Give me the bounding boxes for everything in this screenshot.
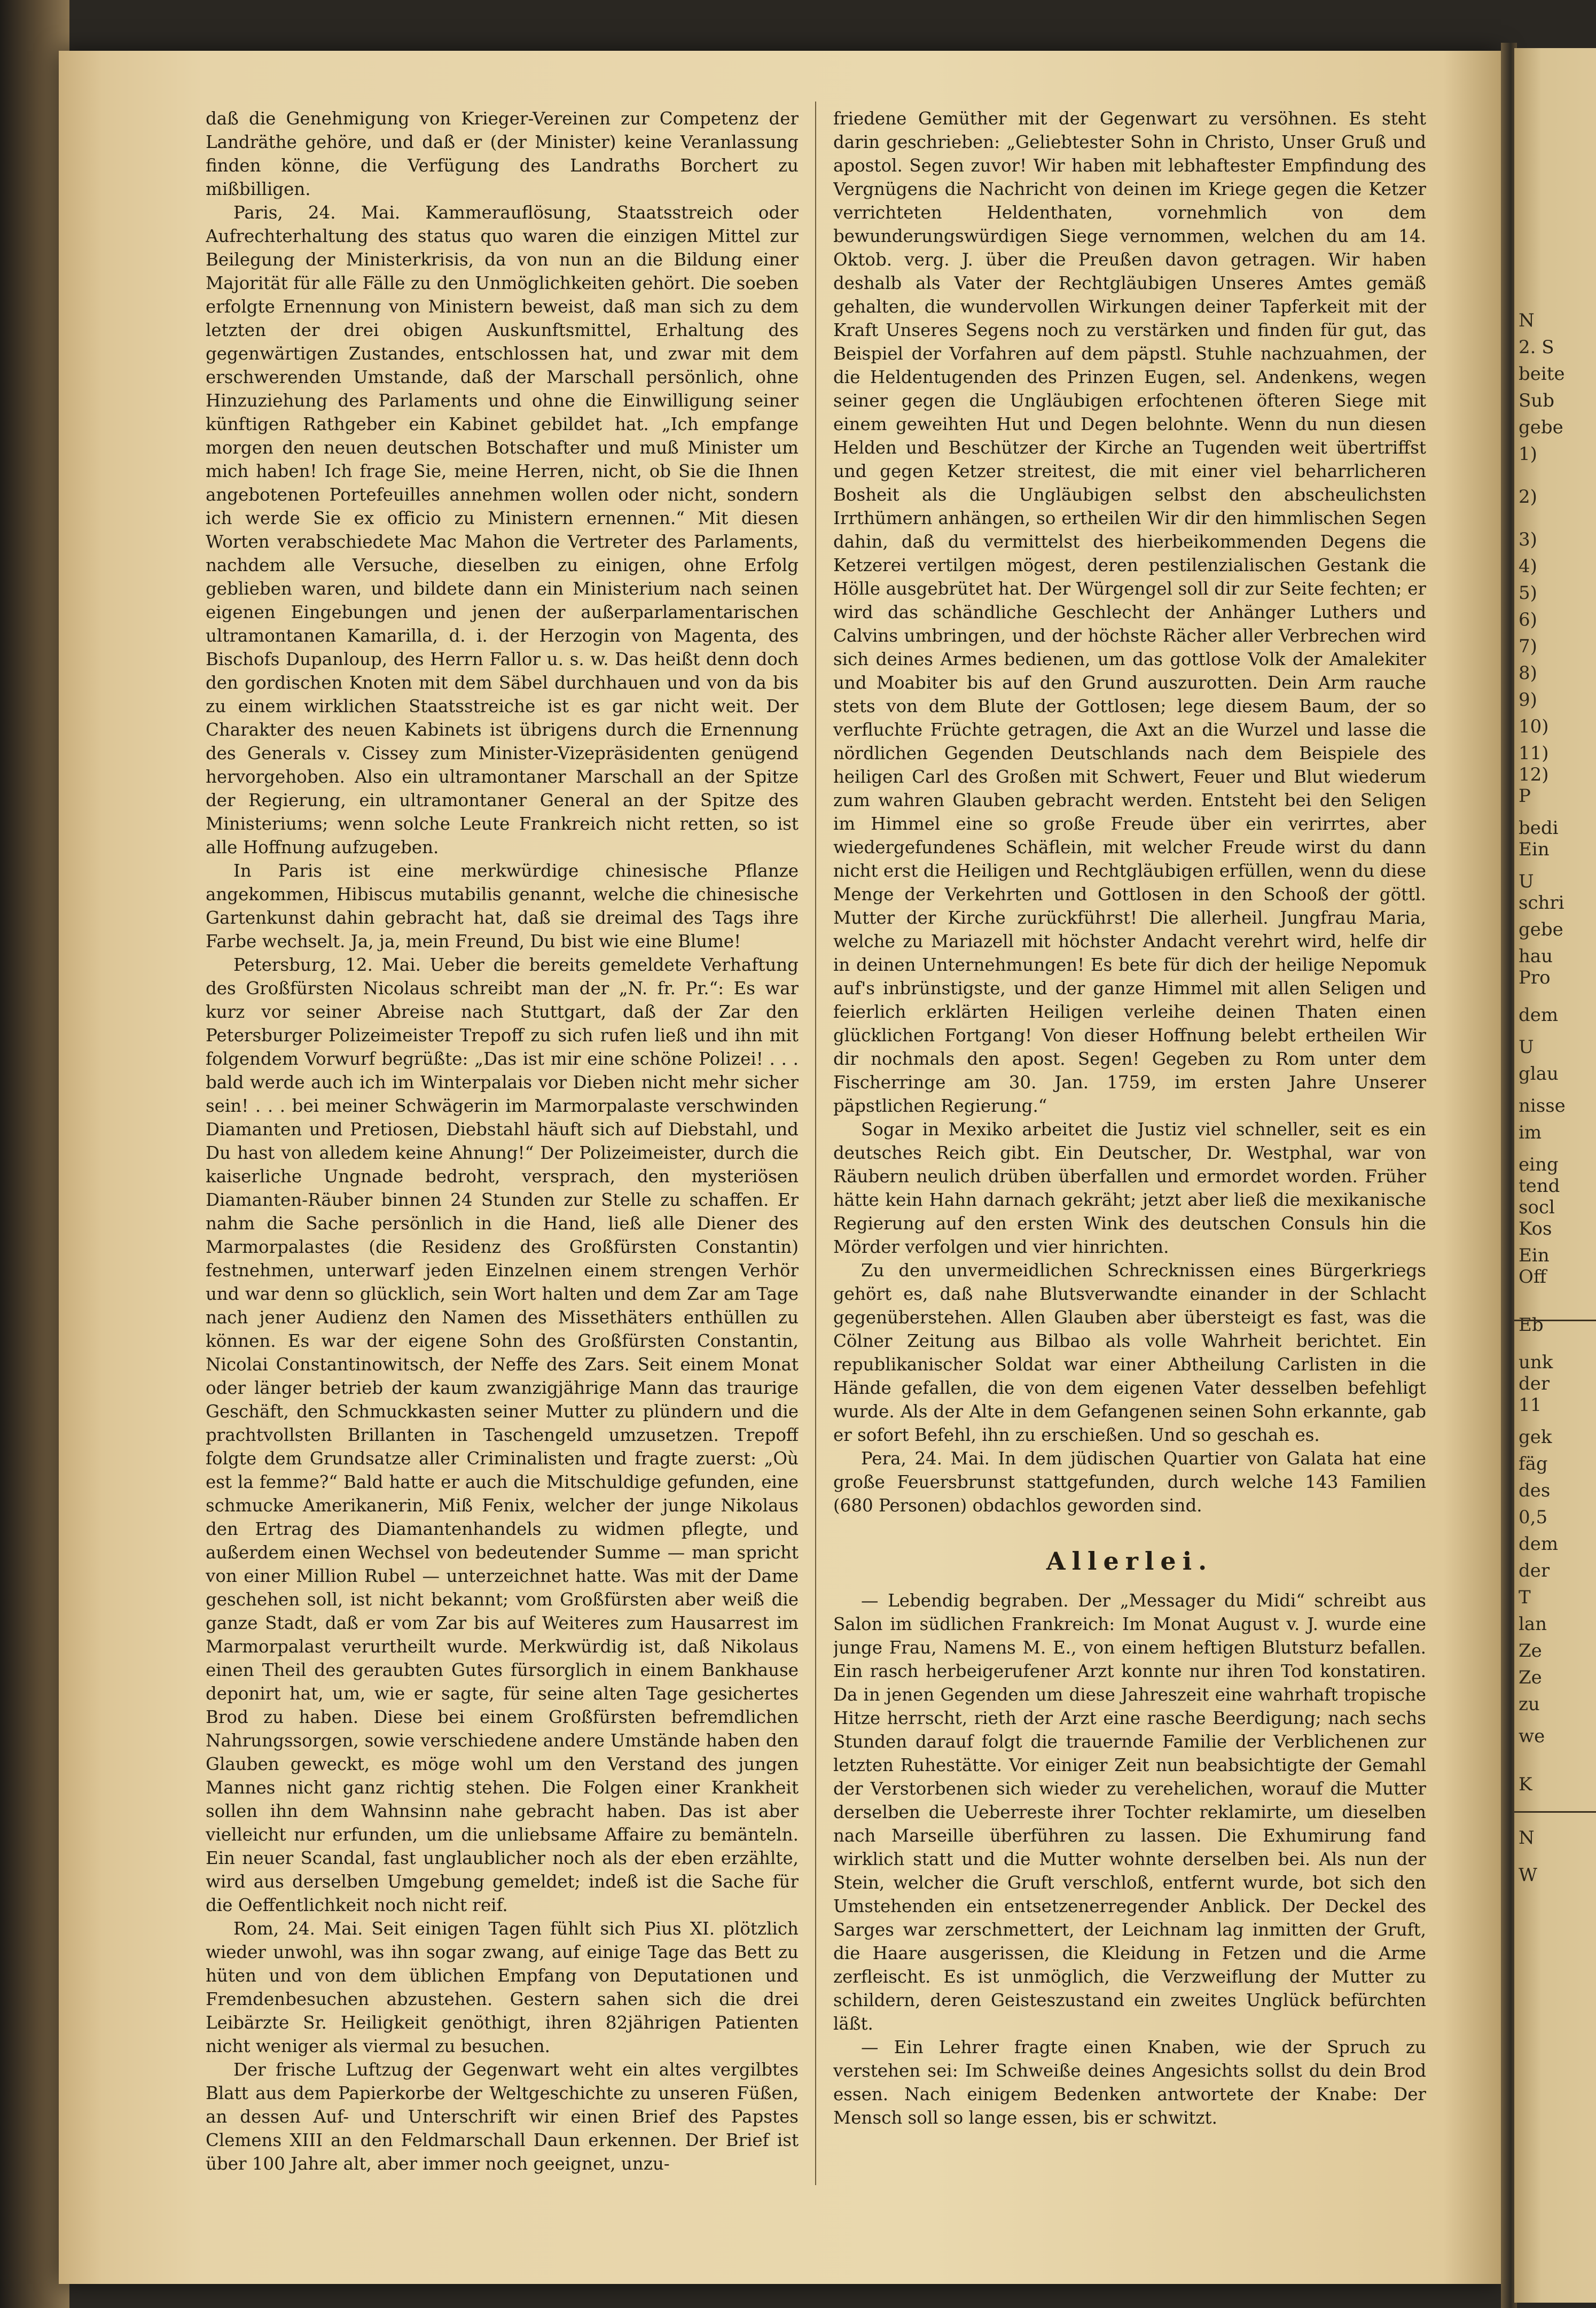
section-heading: Allerlei. [1046,1547,1214,1576]
adjacent-page-fragment: im [1519,1122,1542,1143]
adjacent-page-fragment: dem [1519,1533,1559,1555]
adjacent-page-fragment: eing [1519,1154,1559,1175]
article-paragraph: Zu den unvermeidlichen Schrecknissen eines Bürgerkriegs gehört es, daß nahe Blutsverwandte einander in der Schlacht gegenüberstehen. Allen Glauben aber übersteigt es fast, was die Cölner Zeitung aus Bilbao als volle Wahrheit berichtet. Ein republikanischer Soldat war einer Abtheilung Carlisten in die Hände gefallen, die von dem eigenen Vater desselben befehligt wurde. Als der Alte in dem Gefangenen seinen Sohn erkannte, gab er sofort Befehl, ihn zu erschießen. Und so geschah es. [833,1260,1426,1445]
adjacent-page-fragment: hau [1519,946,1553,967]
adjacent-page-fragment: fäg [1519,1453,1548,1475]
adjacent-page-fragment: 11 [1519,1394,1542,1416]
adjacent-page-fragment: Ze [1519,1667,1542,1688]
adjacent-page-fragment: Off [1519,1266,1547,1288]
adjacent-page-fragment: U [1519,1036,1534,1058]
adjacent-page-fragment: Pro [1519,967,1551,988]
adjacent-page-fragment: dem [1519,1004,1559,1026]
adjacent-page-fragment: 8) [1519,662,1537,684]
article-paragraph: Petersburg, 12. Mai. Ueber die bereits gemeldete Verhaftung des Großfürsten Nicolaus schreibt man der „N. fr. Pr.“: Es war kurz vor seiner Abreise nach Stuttgart, daß der Zar den Petersburger Polizeimeister Trepoff zu sich rufen ließ und ihn mit folgendem Vorwurf begrüßte: „Das ist mir eine schöne Polizei! . . . bald werde auch ich im Winterpalais vor Dieben nicht mehr sicher sein! . . . bei meiner Schwägerin im Marmorpalaste verschwinden Diamanten und Pretiosen, Diebstahl häuft sich auf Diebstahl, und Du hast von alledem keine Ahnung!“ Der Polizeimeister, durch die kaiserliche Ungnade bedroht, versprach, den mysteriösen Diamanten-Räuber binnen 24 Stunden zur Stelle zu schaffen. Er nahm die Sache persönlich in die Hand, ließ alle Diener des Marmorpalastes (die Residenz des Großfürsten Constantin) festnehmen, unterwarf jeden Einzelnen einem strengen Verhör und war denn so glücklich, sein Wort halten und dem Zar am Tage nach jener Audienz den Namen des Missethäters enthüllen zu können. Es war der eigene Sohn des Großfürsten Constantin, Nicolai Constantinowitsch, der Neffe des Zars. Seit einem Monat oder länger betrieb der kaum zwanzigjährige Mann das traurige Geschäft, den Schmuckkasten seiner Mutter zu plündern und die prachtvollsten Brillanten in Taschengeld umzusetzen. Trepoff folgte dem Grundsatze aller Criminalisten und fragte zuerst: „Où est la femme?“ Bald hatte er auch die Mitschuldige gefunden, eine schmucke Amerikanerin, Miß Fenix, welcher der junge Nikolaus den Ertrag des Diamantenhandels zu widmen pflegte, und außerdem einen Wechsel von bedeutender Summe — man spricht von einer Million Rubel — unterzeichnet hatte. Was mit der Dame geschehen soll, ist nicht bekannt; vom Großfürsten aber weiß die ganze Stadt, daß er vom Zar bis auf Weiteres zum Hausarrest im Marmorpalast verurtheilt wurde. Merkwürdig ist, daß Nikolaus einen Theil des geraubten Gutes fürsorglich in einem Bankhause deponirt hat, um, wie er sagte, für seine alten Tage gesichertes Brod zu haben. Diese bei einem Großfürsten befremdlichen Nahrungssorgen, sowie verschiedene andere Umstände haben den Glauben geweckt, es möge wohl um den Verstand des jungen Mannes nicht ganz richtig stehen. Die Folgen einer Krankheit sollen ihn dem Wahnsinn nahe gebracht haben. Das ist aber vielleicht nur erfunden, um die unliebsame Affaire zu bemänteln. Ein neuer Scandal, fast unglaublicher noch als der eben erzählte, wird aus derselben Umgebung gemeldet; indeß ist die Sache für die Oeffentlichkeit noch nicht reif. [206,955,799,1915]
adjacent-page-fragment: gebe [1519,417,1563,438]
article-paragraph: In Paris ist eine merkwürdige chinesische Pflanze angekommen, Hibiscus mutabilis genannt, welche die chinesische Gartenkunst dahin gebracht hat, daß sie dreimal des Tags ihre Farbe wechselt. Ja, ja, mein Freund, Du bist wie eine Blume! [206,861,799,952]
article-paragraph: Sogar in Mexiko arbeitet die Justiz viel schneller, seit es ein deutsches Reich gibt. Ein Deutscher, Dr. Westphal, war von Räubern neulich drüben überfallen und ermordet worden. Früher hätte kein Hahn darnach gekräht; jetzt aber ließ die mexikanische Regierung auf den ersten Wink des deutschen Consuls hin die Mörder verfolgen und vier hinrichten. [833,1119,1426,1257]
column-divider [815,102,816,2185]
adjacent-page-fragment: socl [1519,1197,1555,1218]
adjacent-page-fragment: schri [1519,892,1564,914]
article-paragraph: daß die Genehmigung von Krieger-Vereinen zur Competenz der Landräthe gehöre, und daß er (der Minister) keine Veranlassung finden könne, die Verfügung des Landraths Borchert zu mißbilligen. [206,108,799,199]
adjacent-page-fragment: Eb [1519,1314,1544,1336]
adjacent-page-fragment: nisse [1519,1095,1566,1117]
adjacent-page-fragment: Ein [1519,1245,1550,1266]
adjacent-page-fragment: T [1519,1587,1531,1608]
adjacent-page-edge [1514,48,1596,2303]
adjacent-page-fragment: gebe [1519,919,1563,940]
adjacent-page-fragment: Ein [1519,839,1550,860]
adjacent-page-fragment: P [1519,785,1531,807]
adjacent-page-fragment: Sub [1519,390,1554,411]
adjacent-page-fragment: 7) [1519,636,1537,657]
adjacent-page-fragment: des [1519,1480,1551,1501]
adjacent-page-fragment: beite [1519,363,1565,385]
adjacent-page-fragment: 5) [1519,582,1537,604]
adjacent-page-fragment: W [1519,1865,1537,1886]
article-paragraph: — Ein Lehrer fragte einen Knaben, wie der Spruch zu verstehen sei: Im Schweiße deines Angesichts sollst du dein Brod essen. Nach einigem Bedenken antwortete der Knabe: Der Mensch soll so lange essen, bis er schwitzt. [833,2037,1426,2128]
adjacent-page-fragment: 6) [1519,609,1537,630]
adjacent-page-fragment: lan [1519,1613,1547,1635]
adjacent-page-fragment: zu [1519,1694,1540,1715]
adjacent-page-fragment: 0,5 [1519,1507,1548,1528]
adjacent-page-fragment: 11) [1519,743,1549,764]
left-column [206,107,799,2190]
article-paragraph: Der frische Luftzug der Gegenwart weht ein altes vergilbtes Blatt aus dem Papierkorbe der Weltgeschichte zu unseren Füßen, an dessen Auf- und Unterschrift wir einen Brief des Papstes Clemens XIII an den Feldmarschall Daun erkennen. Der Brief ist über 100 Jahre alt, aber immer noch geeignet, unzu- [206,2060,799,2174]
adjacent-page-rule [1514,1320,1596,1321]
adjacent-page-fragment: glau [1519,1063,1559,1085]
article-paragraph: Paris, 24. Mai. Kammerauflösung, Staatsstreich oder Aufrechterhaltung des status quo waren die einzigen Mittel zur Beilegung der Ministerkrisis, da von nun an die Bildung einer Majorität für alle Fälle zu den Unmöglichkeiten gehört. Die soeben erfolgte Ernennung von Ministern beweist, daß man sich zu dem letzten der drei obigen Auskunftsmittel, Erhaltung des gegenwärtigen Zustandes, entschlossen hat, und zwar mit dem erschwerenden Umstande, daß der Marschall persönlich, ohne Hinzuziehung des Parlaments und ohne die Einwilligung seiner künftigen Rathgeber ein Kabinet gebildet hat. „Ich empfange morgen den neuen deutschen Botschafter und muß Minister um mich haben! Ich frage Sie, meine Herren, nicht, ob Sie die Ihnen angebotenen Portefeuilles annehmen wollen oder nicht, sondern ich werde Sie ex officio zu Ministern ernennen.“ Mit diesen Worten verabschiedete Mac Mahon die Vertreter des Parlaments, nachdem alle Versuche, dieselben zu einigen, ohne Erfolg geblieben waren, und bildete dann ein Ministerium nach seinen eigenen Eingebungen und jenen der außerparlamentarischen ultramontanen Kamarilla, d. i. der Herzogin von Magenta, des Bischofs Dupanloup, des Herrn Fallor u. s. w. Das heißt denn doch den gordischen Knoten mit dem Säbel durchhauen und von da bis zu einem wirklichen Staatsstreiche ist es gar nicht weit. Der Charakter des neuen Kabinets ist übrigens durch die Ernennung des Generals v. Cissey zum Minister-Vizepräsidenten genügend hervorgehoben. Also ein ultramontaner Marschall an der Spitze der Regierung, ein ultramontaner General an der Spitze des Ministeriums; wenn solche Leute Frankreich nicht retten, so ist alle Hoffnung aufzugeben. [206,202,799,857]
adjacent-page-fragment: gek [1519,1426,1552,1448]
adjacent-page-fragment: 2) [1519,486,1537,508]
article-paragraph: Rom, 24. Mai. Seit einigen Tagen fühlt sich Pius XI. plötzlich wieder unwohl, was ihn sogar zwang, auf einige Tage das Bett zu hüten und von dem üblichen Empfang von Deputationen und Fremdenbesuchen abzustehen. Gestern sahen sich die drei Leibärzte Sr. Heiligkeit genöthigt, ihren 82jährigen Patienten nicht weniger als viermal zu besuchen. [206,1919,799,2056]
adjacent-page-fragment: 4) [1519,556,1537,577]
adjacent-page-fragment: 12) [1519,764,1549,785]
adjacent-page-fragment: tend [1519,1175,1560,1197]
right-column [833,107,1426,2190]
adjacent-page-fragment: der [1519,1560,1550,1581]
adjacent-page-fragment: 2. S [1519,337,1554,358]
adjacent-page-fragment: N [1519,1827,1535,1849]
adjacent-page-fragment: 3) [1519,529,1537,550]
article-paragraph: Pera, 24. Mai. In dem jüdischen Quartier von Galata hat eine große Feuersbrunst stattgefunden, durch welche 143 Familien (680 Personen) obdachlos geworden sind. [833,1448,1426,1516]
adjacent-page-fragment: 10) [1519,716,1549,737]
article-paragraph: friedene Gemüther mit der Gegenwart zu versöhnen. Es steht darin geschrieben: „Geliebtester Sohn in Christo, Unser Gruß und apostol. Segen zuvor! Wir haben mit lebhaftester Empfindung des Vergnügens die Nachricht von deinen im Kriege gegen die Ketzer verrichteten Heldenthaten, vornehmlich von dem bewunderungswürdigen Siege vernommen, welchen du am 14. Oktob. verg. J. über die Preußen davon getragen. Wir haben deshalb als Vater der Rechtgläubigen Unseres Amtes gemäß gehalten, die wundervollen Wirkungen deiner Tapferkeit mit der Kraft Unseres Segens noch zu verstärken und finden für gut, das Beispiel der Vorfahren auf dem päpstl. Stuhle nachzuahmen, der die Heldentugenden des Prinzen Eugen, sel. Andenkens, wegen seiner gegen die Ungläubigen erfochtenen öfteren Siege mit einem geweihten Hut und Degen belohnte. Wenn du nun diesen Helden und Beschützer der Kirche an Tugenden weit übertriffst und gegen Ketzer streitest, die mit einer viel beharrlicheren Bosheit als die Ungläubigen selbst den abscheulichsten Irrthümern anhängen, so ertheilen Wir dir den himmlischen Segen dahin, daß du vermittelst des hierbeikommenden Degens die Ketzerei vertilgen mögest, deren pestilenzialischen Gestank die Hölle ausgebrütet hat. Der Würgengel soll dir zur Seite fechten; er wird das schändliche Geschlecht der Anhänger Luthers und Calvins umbringen, und der höchste Rächer aller Verbrechen wird sich deines Armes bedienen, um das gottlose Volk der Amalekiter und Moabiter bis auf den Grund auszurotten. Dein Arm rauche stets von dem Blute der Gottlosen; lege diesem Baum, der so verfluchte Früchte getragen, die Axt an die Wurzel und lasse die nördlichen Gegenden Deutschlands nach dem Beispiele des heiligen Carl des Großen mit Schwert, Feuer und Blut wiederum zum wahren Glauben gebracht werden. Entsteht bei den Seligen im Himmel eine so große Freude über ein verirrtes, aber wiedergefundenes Schäflein, mit welcher Freude wirst du dann nicht erst die Heiligen und Rechtgläubigen erfüllen, wenn du diese Menge der Verkehrten und Gottlosen in den Schooß der göttl. Mutter der Kirche zurückführst! Die allerheil. Jungfrau Maria, welche zu Mariazell mit höchster Andacht verehrt wird, helfe dir in deinen Unternehmungen! Es bete für dich der heilige Nepomuk auf's inbrünstigste, und der ganze Himmel mit allen Seligen und feierlich erklärten Heiligen verleihe deinen Thaten einen glücklichen Fortgang! Von dieser Hoffnung belebt ertheilen Wir dir nochmals den apost. Segen! Gegeben zu Rom unter dem Fischerringe am 30. Jan. 1759, im ersten Jahre Unserer päpstlichen Regierung.“ [833,108,1426,1116]
adjacent-page-fragment: 1) [1519,443,1537,465]
adjacent-page-fragment: we [1519,1726,1545,1747]
adjacent-page-rule [1514,1811,1596,1813]
adjacent-page-fragment: bedi [1519,817,1559,839]
adjacent-page-fragment: K [1519,1774,1532,1795]
adjacent-page-fragment: der [1519,1373,1550,1394]
adjacent-page-fragment: U [1519,871,1534,892]
adjacent-page-fragment: N [1519,310,1535,331]
adjacent-page-fragment: Kos [1519,1218,1552,1239]
adjacent-page-fragment: 9) [1519,689,1537,711]
article-paragraph: — Lebendig begraben. Der „Messager du Midi“ schreibt aus Salon im südlichen Frankreich: Im Monat August v. J. wurde eine junge Frau, Namens M. E., von einem heftigen Blutsturz befallen. Ein rasch herbeigerufener Arzt konnte nur ihren Tod konstatiren. Da in jenen Gegenden um diese Jahreszeit eine wahrhaft tropische Hitze herrscht, rieth der Arzt eine rasche Beerdigung; nach sechs Stunden darauf folgt die trauernde Familie der Verblichenen zur letzten Ruhestätte. Vor einiger Zeit nun beabsichtigte der Gemahl der Verstorbenen sich wieder zu verehelichen, worauf die Mutter derselben die Ueberreste ihrer Tochter reklamirte, um dieselben nach Marseille überführen zu lassen. Die Exhumirung fand wirklich statt und die Mutter wohnte derselben bei. Als nun der Stein, welcher die Gruft verschloß, entfernt wurde, bot sich den Umstehenden ein entsetzenerregender Anblick. Der Deckel des Sarges war zerschmettert, der Leichnam lag inmitten der Gruft, die Haare ausgerissen, die Kleidung in Fetzen und die Arme zerfleischt. Es ist unmöglich, die Verzweiflung der Mutter zu schildern, deren Geisteszustand ein zweites Unglück befürchten läßt. [833,1590,1426,2034]
adjacent-page-fragment: unk [1519,1352,1553,1373]
adjacent-page-fragment: Ze [1519,1640,1542,1662]
